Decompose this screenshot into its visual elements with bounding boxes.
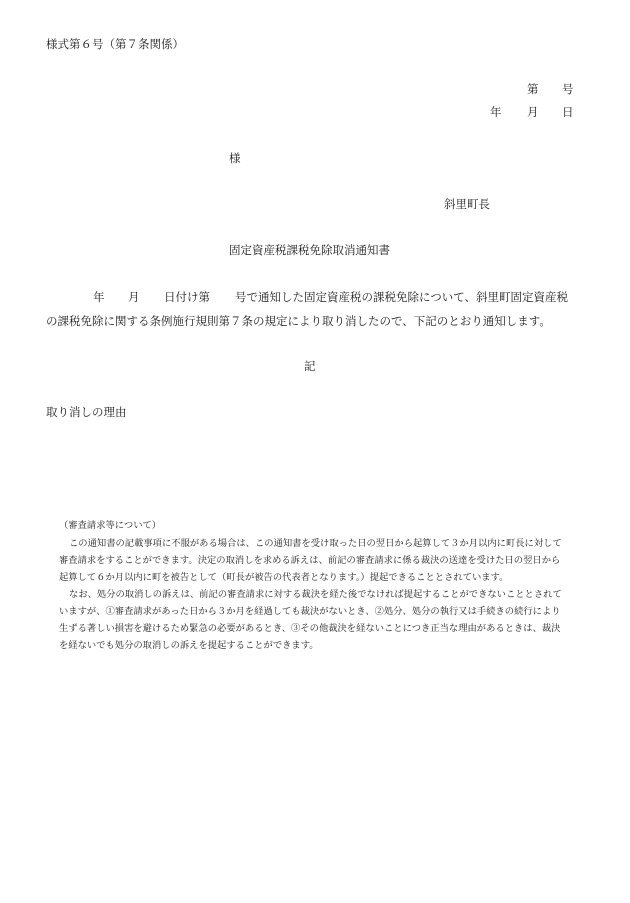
body-dated-number: 日付け第 [164, 290, 210, 304]
notice-line: いますが、①審査請求があった日から３か月を経過しても裁決がないとき、②処分、処分の執行又は手続きの続行により [59, 606, 561, 617]
notice-line: 起算して６か月以内に町を被告として（町長が被告の代表者となります。）提起できることとされています。 [59, 572, 509, 583]
date-month: 月 [527, 105, 539, 119]
doc-number-go: 号 [562, 82, 574, 96]
addressee-suffix: 様 [229, 151, 241, 165]
reason-label: 取り消しの理由 [46, 405, 127, 419]
body-line-2: の課税免除に関する条例施行規則第７条の規定により取り消したので、下記のとおり通知します。 [46, 314, 551, 328]
notice-line: 生ずる著しい損害を避けるため緊急の必要があるとき、③その他裁決を経ないことにつき正当な理由があるときは、裁決 [59, 623, 561, 634]
body-month: 月 [128, 290, 140, 304]
notice-heading: （審査請求等について） [59, 520, 162, 531]
sender-name: 斜里町長 [444, 197, 490, 211]
notice-line: 審査請求をすることができます。決定の取消しを求める訴えは、前記の審査請求に係る裁決の送達を受けた日の翌日から [59, 555, 561, 566]
ki-heading: 記 [304, 359, 316, 373]
notice-line: を経ないでも処分の取消しの訴えを提起することができます。 [59, 640, 319, 651]
form-number: 様式第６号（第７条関係） [46, 37, 184, 51]
date-day: 日 [562, 105, 574, 119]
notice-line: この通知書の記載事項に不服がある場合は、この通知書を受け取った日の翌日から起算して３か月以内に町長に対して [69, 538, 562, 549]
notice-line: なお、処分の取消しの訴えは、前記の審査請求に対する裁決を経た後でなければ提起することができないこととされて [69, 589, 562, 600]
document-title: 固定資産税課税免除取消通知書 [229, 243, 390, 257]
date-year: 年 [490, 105, 502, 119]
body-line-1: 号で通知した固定資産税の課税免除について、斜里町固定資産税 [235, 290, 569, 304]
body-year: 年 [93, 290, 105, 304]
doc-number-dai: 第 [527, 82, 539, 96]
